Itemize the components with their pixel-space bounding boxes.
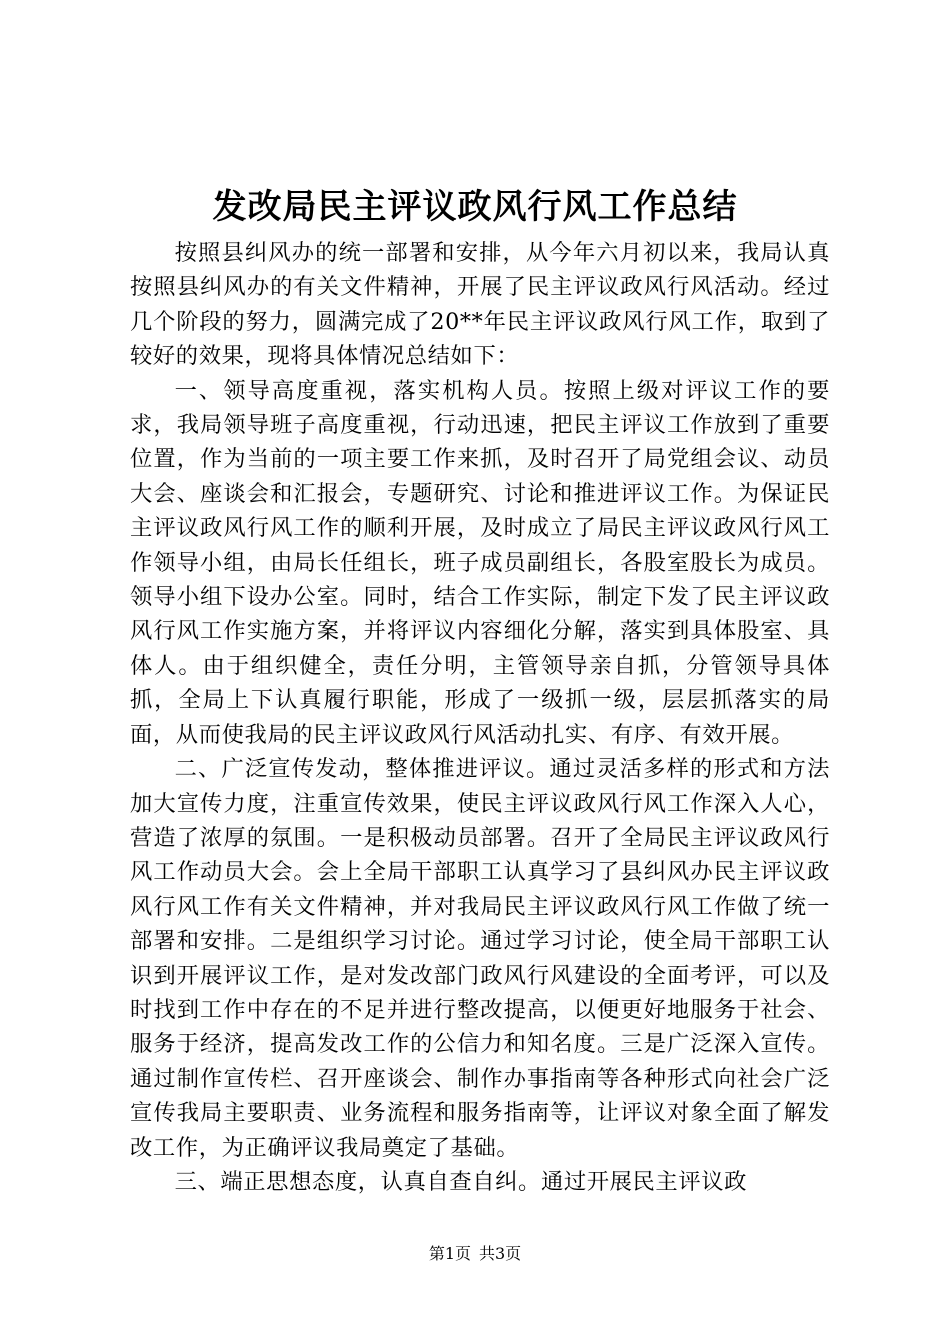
document-body (130, 236, 830, 1199)
paragraph-section-3: 三、端正思想态度，认真自查自纠。通过开展民主评议政 (174, 1168, 748, 1195)
page-footer (0, 1243, 950, 1265)
paragraph-section-1: 一、领导高度重视，落实机构人员。按照上级对评议工作的要求，我局领导班子高度重视，行动迅速，把民主评议工作放到了重要位置，作为当前的一项主要工作来抓，及时召开了局党组会议、动员大会、座谈会和汇报会，专题研究、讨论和推进评议工作。为保证民主评议政风行风工作的顺利开展，及时成立了局民主评议政风行风工作领导小组，由局长任组长，班子成员副组长，各股室股长为成员。领导小组下设办公室。同时，结合工作实际，制定下发了民主评议政风行风工作实施方案，并将评议内容细化分解，落实到具体股室、具体人。由于组织健全，责任分明，主管领导亲自抓，分管领导具体抓，全局上下认真履行职能，形成了一级抓一级，层层抓落实的局面，从而使我局的民主评议政风行风活动扎实、有序、有效开展。 (130, 377, 830, 748)
page-number: 第1页 (428, 1244, 471, 1263)
page-total: 共3页 (479, 1244, 522, 1263)
paragraph-intro: 按照县纠风办的统一部署和安排，从今年六月初以来，我局认真按照县纠风办的有关文件精神，开展了民主评议政风行风活动。经过几个阶段的努力，圆满完成了20**年民主评议政风行风工作，取到了较好的效果，现将具体情况总结如下： (130, 240, 830, 370)
paragraph-section-2: 二、广泛宣传发动，整体推进评议。通过灵活多样的形式和方法加大宣传力度，注重宣传效果，使民主评议政风行风工作深入人心，营造了浓厚的氛围。一是积极动员部署。召开了全局民主评议政风行风工作动员大会。会上全局干部职工认真学习了县纠风办民主评议政风行风工作有关文件精神，并对我局民主评议政风行风工作做了统一部署和安排。二是组织学习讨论。通过学习讨论，使全局干部职工认识到开展评议工作，是对发改部门政风行风建设的全面考评，可以及时找到工作中存在的不足并进行整改提高，以便更好地服务于社会、服务于经济，提高发改工作的公信力和知名度。三是广泛深入宣传。通过制作宣传栏、召开座谈会、制作办事指南等各种形式向社会广泛宣传我局主要职责、业务流程和服务指南等，让评议对象全面了解发改工作，为正确评议我局奠定了基础。 (130, 756, 830, 1161)
document-title: 发改局民主评议政风行风工作总结 (212, 187, 738, 227)
